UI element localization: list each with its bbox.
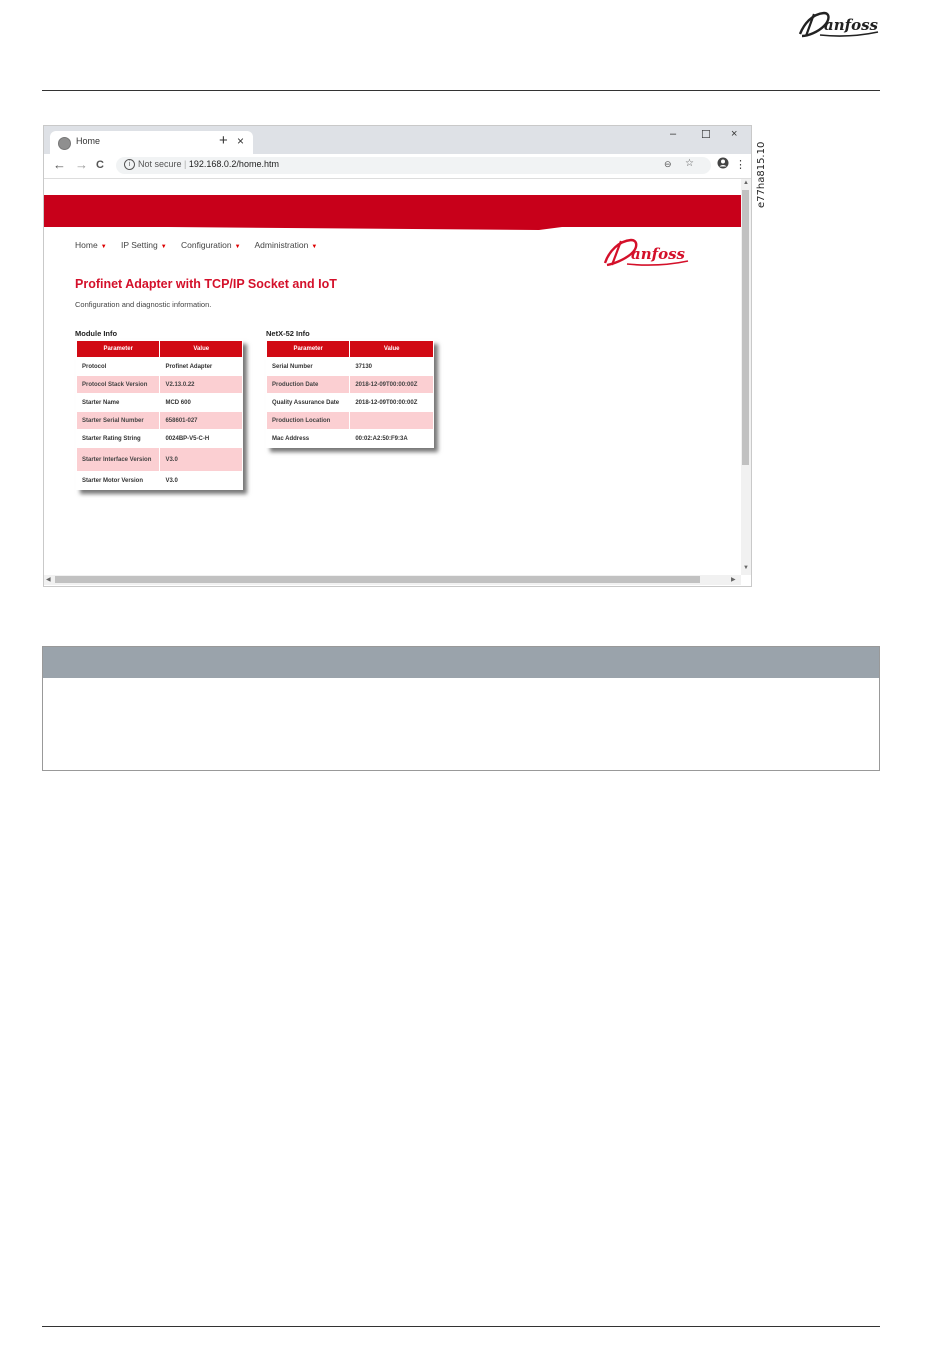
browser-toolbar — [44, 154, 751, 179]
table-row — [267, 430, 434, 448]
menu-ip-setting[interactable]: IP Setting ▼ — [121, 240, 167, 250]
security-label: Not secure — [138, 159, 182, 169]
table-row — [77, 358, 243, 376]
note-box — [42, 646, 880, 771]
menu-administration[interactable]: Administration ▼ — [254, 240, 318, 250]
forward-button[interactable]: → — [75, 157, 88, 172]
menu-configuration[interactable]: Configuration ▼ — [181, 240, 241, 250]
table-row — [77, 472, 243, 490]
new-tab-button[interactable]: + — [219, 132, 228, 149]
address-bar[interactable] — [116, 157, 711, 174]
info-icon[interactable]: i — [124, 159, 135, 170]
table-row — [267, 412, 434, 430]
value-cell: MCD 600 — [160, 394, 243, 412]
value-cell: 37130 — [350, 358, 434, 376]
table-row — [77, 412, 243, 430]
url-text: 192.168.0.2/home.htm — [188, 159, 279, 169]
value-cell: 00:02:A2:50:F9:3A — [350, 430, 434, 448]
table-row — [267, 358, 434, 376]
caret-down-icon: ▼ — [100, 244, 107, 250]
red-banner — [44, 195, 741, 227]
caret-down-icon: ▼ — [160, 244, 167, 250]
horizontal-scrollbar[interactable] — [44, 575, 741, 585]
param-cell: Production Location — [267, 412, 350, 430]
value-cell: 0024BP-V5-C-H — [160, 430, 243, 448]
param-cell: Production Date — [267, 376, 350, 394]
svg-text:anfoss: anfoss — [824, 16, 878, 34]
param-cell: Protocol Stack Version — [77, 376, 160, 394]
value-cell: V2.13.0.22 — [160, 376, 243, 394]
scroll-down-icon[interactable]: ▼ — [743, 565, 749, 571]
figure-id — [750, 140, 770, 210]
vertical-scroll-thumb[interactable] — [742, 190, 749, 465]
table-header-row — [267, 341, 434, 358]
svg-text:anfoss: anfoss — [631, 245, 685, 263]
maximize-button[interactable]: ☐ — [701, 129, 711, 141]
value-cell: V3.0 — [160, 472, 243, 490]
vertical-scrollbar[interactable] — [741, 179, 751, 575]
site-menu — [75, 240, 329, 250]
zoom-icon[interactable]: ⊖ — [664, 159, 672, 169]
table-row — [77, 430, 243, 448]
column-header: Parameter — [267, 341, 350, 358]
table-row — [77, 394, 243, 412]
page-subtitle: Configuration and diagnostic information. — [75, 300, 212, 309]
value-cell: Profinet Adapter — [160, 358, 243, 376]
scroll-up-icon[interactable]: ▲ — [743, 180, 749, 186]
column-header: Value — [160, 341, 243, 358]
close-window-button[interactable]: × — [731, 128, 738, 140]
header-rule — [42, 90, 880, 91]
param-cell: Starter Name — [77, 394, 160, 412]
param-cell: Starter Motor Version — [77, 472, 160, 490]
caret-down-icon: ▼ — [311, 244, 318, 250]
reload-button[interactable]: C — [96, 159, 104, 171]
danfoss-site-logo — [599, 229, 694, 275]
value-cell: 2018-12-09T00:00:00Z — [350, 394, 434, 412]
value-cell — [350, 412, 434, 430]
minimize-button[interactable]: – — [670, 128, 677, 140]
note-header-bar — [43, 647, 879, 678]
table-row — [77, 448, 243, 472]
web-page — [44, 179, 741, 575]
danfoss-logo — [794, 4, 884, 44]
address-text: Not secure | 192.168.0.2/home.htm — [138, 159, 279, 169]
param-cell: Starter Rating String — [77, 430, 160, 448]
figure-id-text: e77ha815.10 — [756, 141, 767, 208]
profile-icon[interactable] — [717, 157, 729, 172]
module-info-table — [76, 340, 243, 490]
table-row — [267, 376, 434, 394]
menu-kebab-icon[interactable]: ⋮ — [735, 159, 746, 171]
value-cell: 658601-027 — [160, 412, 243, 430]
globe-icon — [58, 137, 71, 150]
page-title: Profinet Adapter with TCP/IP Socket and IoT — [75, 277, 337, 291]
menu-home[interactable]: Home ▼ — [75, 240, 107, 250]
netx-info-caption: NetX-52 Info — [266, 329, 310, 338]
table-row — [267, 394, 434, 412]
column-header: Parameter — [77, 341, 160, 358]
netx-info-table — [266, 340, 434, 448]
tab-close-icon[interactable]: × — [237, 134, 245, 148]
value-cell: V3.0 — [160, 448, 243, 472]
caret-down-icon: ▼ — [234, 244, 241, 250]
param-cell: Quality Assurance Date — [267, 394, 350, 412]
horizontal-scroll-thumb[interactable] — [55, 576, 700, 583]
param-cell: Protocol — [77, 358, 160, 376]
param-cell: Mac Address — [267, 430, 350, 448]
param-cell: Starter Interface Version — [77, 448, 160, 472]
table-row — [77, 376, 243, 394]
column-header: Value — [350, 341, 434, 358]
tab-title: Home — [76, 136, 101, 146]
footer-rule — [42, 1326, 880, 1327]
back-button[interactable]: ← — [53, 157, 66, 172]
param-cell: Serial Number — [267, 358, 350, 376]
bookmark-star-icon[interactable]: ☆ — [685, 158, 694, 169]
scroll-left-icon[interactable]: ◀ — [46, 577, 51, 583]
scroll-right-icon[interactable]: ▶ — [731, 577, 736, 583]
value-cell: 2018-12-09T00:00:00Z — [350, 376, 434, 394]
table-header-row — [77, 341, 243, 358]
module-info-caption: Module Info — [75, 329, 118, 338]
browser-screenshot — [43, 125, 752, 587]
tab-bar — [44, 126, 751, 154]
param-cell: Starter Serial Number — [77, 412, 160, 430]
